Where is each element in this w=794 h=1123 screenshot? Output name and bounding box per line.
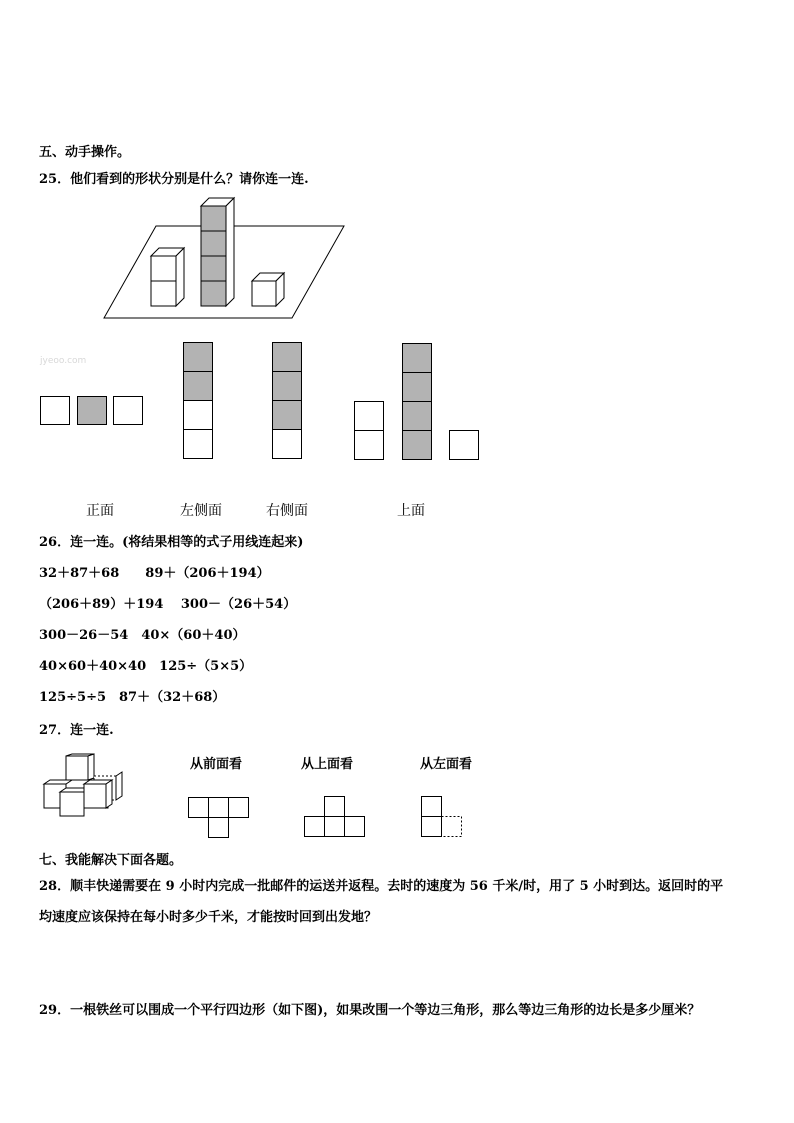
label-front: 正面 <box>86 503 114 519</box>
question-29-text: 29．一根铁丝可以围成一个平行四边形（如下图)，如果改围一个等边三角形，那么等边三角形的边长是多少厘米？ <box>39 1003 701 1018</box>
expression-row-3: 300－26－54 40×（60＋40） <box>39 628 246 643</box>
watermark: jyeoo.com <box>40 356 87 366</box>
view-option-row-of-three <box>40 396 144 426</box>
view-label-left: 从左面看 <box>420 757 473 772</box>
view-top-shape <box>304 796 368 838</box>
section-7-heading: 七、我能解决下面各题。 <box>39 853 183 868</box>
question-27-title: 27．连一连. <box>39 723 114 738</box>
view-label-front: 从前面看 <box>190 757 243 772</box>
cube-solid-figure <box>42 754 136 818</box>
question-25-text: 25．他们看到的形状分别是什么？请你连一连. <box>39 172 309 187</box>
view-left-shape <box>421 796 465 838</box>
label-top: 上面 <box>397 503 425 519</box>
expression-row-5: 125÷5÷5 87＋（32＋68） <box>39 690 226 705</box>
view-option-column-3-gray-1-white <box>272 342 303 460</box>
expression-row-1: 32＋87＋68 89＋（206＋194） <box>39 566 270 581</box>
expression-row-4: 40×60＋40×40 125÷（5×5） <box>39 659 253 674</box>
question-28-line-2: 均速度应该保持在每小时多少千米，才能按时回到出发地？ <box>39 910 378 925</box>
section-5-heading: 五、动手操作。 <box>39 145 131 160</box>
view-option-column-2-gray-2-white <box>183 342 214 460</box>
label-right-side: 右侧面 <box>266 503 308 519</box>
label-left-side: 左侧面 <box>180 503 222 519</box>
view-option-side-layout <box>354 343 480 463</box>
expression-row-2: （206＋89）＋194 300－（26＋54） <box>39 597 297 612</box>
cube-arrangement-figure <box>104 196 344 320</box>
question-26-title: 26．连一连。(将结果相等的式子用线连起来) <box>39 535 304 550</box>
view-front-shape <box>188 797 252 839</box>
question-28-line-1: 28．顺丰快递需要在 9 小时内完成一批邮件的运送并返程。去时的速度为 56 千米/时，用了 5 小时到达。返回时的平 <box>39 879 724 894</box>
view-label-top: 从上面看 <box>301 757 354 772</box>
